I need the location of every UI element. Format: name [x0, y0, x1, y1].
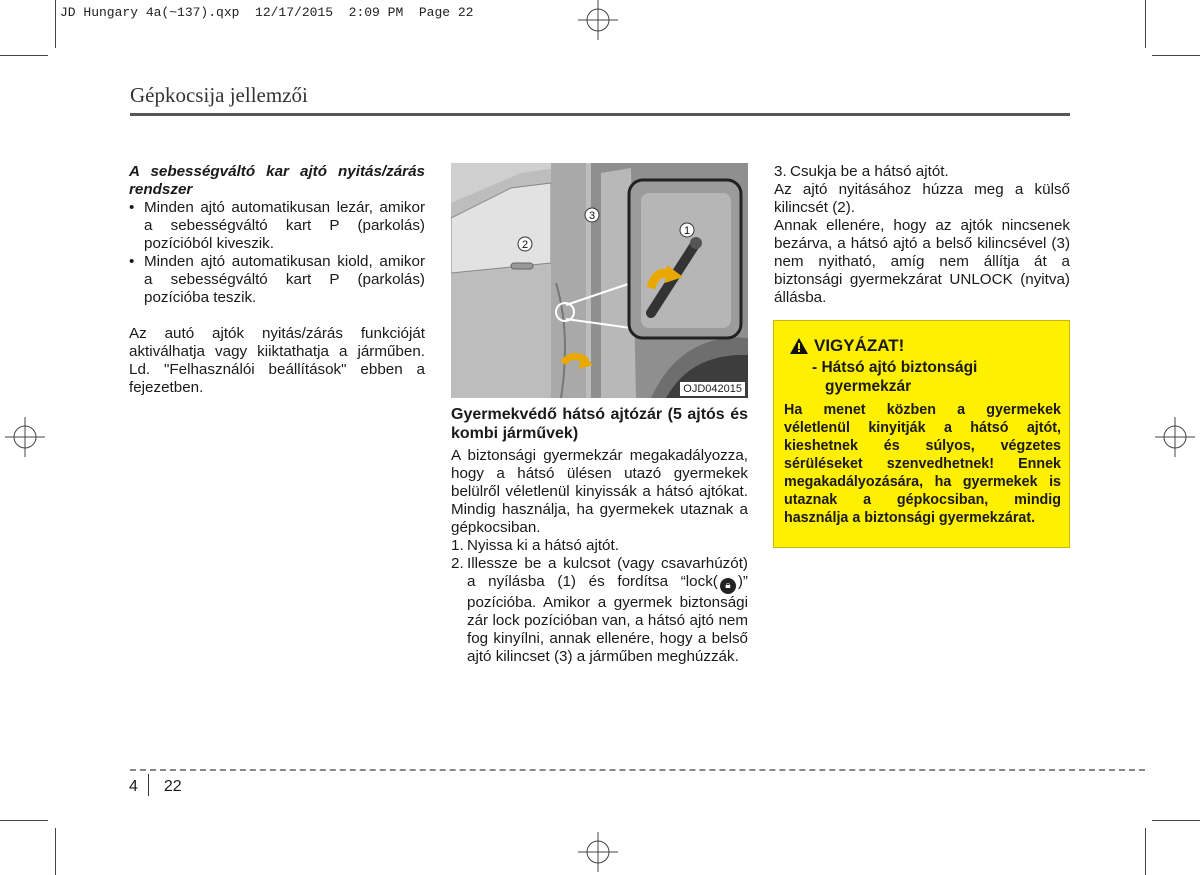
section-title: Gépkocsija jellemzői: [130, 83, 308, 107]
callout-label: 1: [683, 225, 691, 237]
list-item: [451, 555, 748, 666]
callout-label: 3: [588, 210, 596, 222]
figure-code: OJD042015: [680, 382, 745, 396]
footer-divider: [130, 769, 1145, 771]
lock-icon: 🔒︎: [720, 578, 736, 594]
column-3: [774, 163, 1070, 307]
chapter-number: 4: [129, 778, 138, 795]
warning-title: [790, 336, 904, 356]
section-heading: A sebességváltó kar ajtó nyitás/zárás rendszer: [129, 163, 425, 198]
warning-subtitle-line: - Hátsó ajtó biztonsági: [812, 359, 978, 376]
page-number: [129, 774, 182, 796]
step-text: Csukja be a hátsó ajtót.: [790, 163, 949, 180]
warning-subtitle-line: gyermekzár: [825, 378, 912, 395]
warning-box: [773, 320, 1070, 548]
crop-mark: [0, 55, 48, 56]
registration-mark-icon: [578, 832, 618, 872]
column-1: [129, 163, 425, 397]
paragraph: Annak ellenére, hogy az ajtók nincsenek bezárva, a hátsó ajtó a belső kilincsével (3) nem nyitható, amíg nem állítja át a biztonsági gyermekzárat UNLOCK (nyitva) állásba.: [774, 217, 1070, 306]
bullet-icon: •: [129, 199, 135, 216]
page-number-value: 22: [163, 778, 182, 795]
list-item: [129, 253, 425, 307]
print-slug: JD Hungary 4a(~137).qxp 12/17/2015 2:09 PM Page 22: [60, 5, 474, 20]
warning-body: Ha menet közben a gyermekek véletlenül kinyitják a hátsó ajtót, kieshetnek és súlyos, végzetes sérüléseket szenvedhetnek! Ennek megakadályozására, ha gyermekek is utaznak a gépkocsiban, mindig használja a biztonsági gyermekzárat.: [784, 402, 1061, 526]
list-item: [451, 537, 748, 555]
registration-mark-icon: [1155, 417, 1195, 457]
registration-mark-icon: [578, 0, 618, 40]
crop-mark: [55, 0, 56, 48]
paragraph: Az autó ajtók nyitás/zárás funkcióját aktiválhatja vagy kiiktathatja a járműben. Ld. "Felhasználói beállítások" ebben a fejezetben.: [129, 325, 425, 396]
child-lock-illustration: [451, 163, 748, 398]
paragraph: A biztonsági gyermekzár megakadályozza, hogy a hátsó ülésen utazó gyermekek belülről véletlenül kinyissák a hátsó ajtókat. Mindig használja, ha gyermekek utaznak a gépkocsiban.: [451, 447, 748, 536]
column-2: [451, 405, 748, 666]
warning-title-text: VIGYÁZAT!: [814, 336, 905, 355]
paragraph: Az ajtó nyitásához húzza meg a külső kilincsét (2).: [774, 181, 1070, 216]
step-text: Nyissa ki a hátsó ajtót.: [467, 537, 619, 554]
list-item: [774, 163, 1070, 181]
crop-mark: [1145, 828, 1146, 875]
title-divider: [130, 113, 1070, 116]
step-text: )” pozícióba. Amikor a gyermek biztonsági zár lock pozícióban van, a hátsó ajtó nem fog kinyílni, annak ellenére, hogy a belső ajtó kilincset (3) a járműben meghúzzák.: [467, 573, 748, 665]
bullet-text: Minden ajtó automatikusan lezár, amikor a sebességváltó kart P (parkolás) pozícióból kiveszik.: [144, 199, 425, 252]
list-item: [129, 199, 425, 253]
step-number: 2.: [451, 555, 464, 572]
crop-mark: [55, 828, 56, 875]
step-number: 3.: [774, 163, 787, 180]
crop-mark: [1145, 0, 1146, 48]
car-door-drawing: [451, 163, 748, 398]
crop-mark: [1152, 820, 1200, 821]
page-number-divider: [148, 774, 155, 796]
registration-mark-icon: [5, 417, 45, 457]
section-heading: Gyermekvédő hátsó ajtózár (5 ajtós és kombi járművek): [451, 406, 748, 442]
step-text: Illessze be a kulcsot (vagy csavarhúzót) a nyílásba (1) és fordítsa “lock(: [467, 555, 748, 590]
bullet-icon: •: [129, 253, 135, 270]
crop-mark: [0, 820, 48, 821]
warning-subtitle: [812, 358, 977, 396]
crop-mark: [1152, 55, 1200, 56]
warning-triangle-icon: [790, 338, 808, 354]
bullet-text: Minden ajtó automatikusan kiold, amikor a sebességváltó kart P (parkolás) pozícióba teszik.: [144, 253, 425, 306]
step-number: 1.: [451, 537, 464, 554]
callout-label: 2: [521, 239, 529, 251]
